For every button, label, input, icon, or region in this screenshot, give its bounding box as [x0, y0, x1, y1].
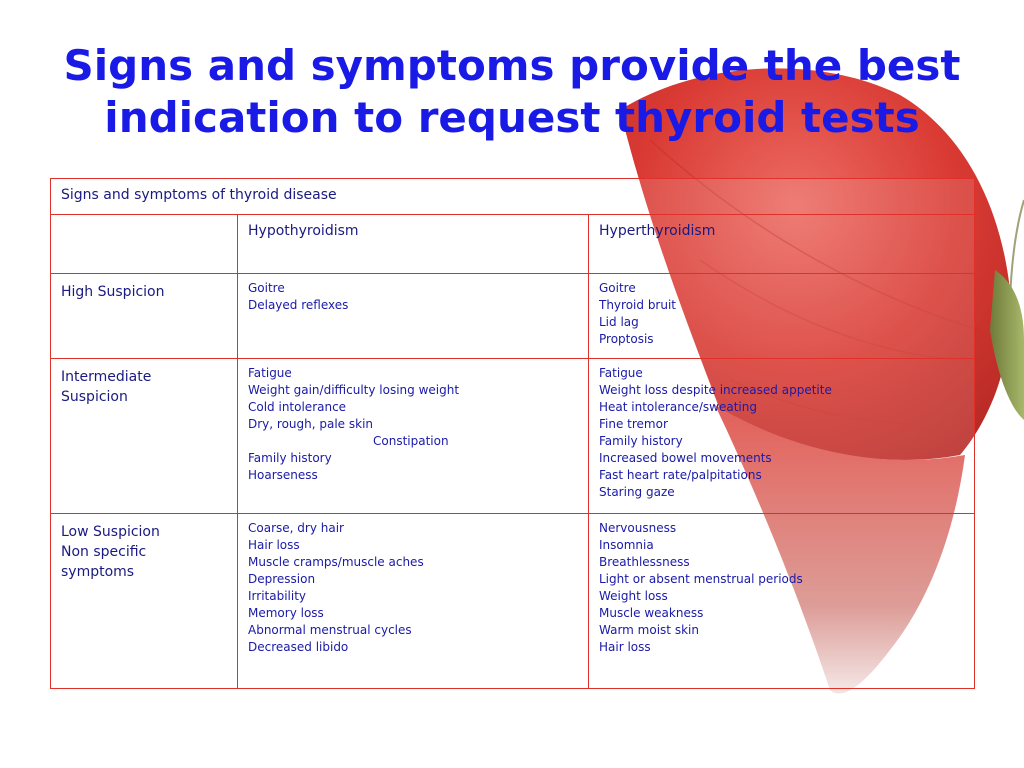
row-label-line: Intermediate — [61, 369, 152, 385]
symptom-item: Dry, rough, pale skin — [248, 417, 374, 431]
row-label-line: Non specific — [61, 544, 147, 560]
symptom-item: Goitre — [248, 281, 285, 295]
symptom-item: Insomnia — [599, 538, 654, 552]
row-label-intermediate-suspicion — [51, 359, 238, 514]
header-empty-cell — [51, 215, 238, 274]
symptom-item: Coarse, dry hair — [248, 521, 344, 535]
symptom-item: Fine tremor — [599, 417, 668, 431]
row-label-line: Low Suspicion — [61, 524, 160, 540]
symptom-item: Goitre — [599, 281, 636, 295]
symptom-item: Breathlessness — [599, 555, 690, 569]
table-caption: Signs and symptoms of thyroid disease — [51, 179, 975, 215]
symptom-item: Hoarseness — [248, 468, 318, 482]
hypothyroidism-high-list — [238, 274, 589, 359]
row-label-high-suspicion — [51, 274, 238, 359]
row-label-line: Suspicion — [61, 389, 128, 405]
symptom-item: Constipation — [373, 434, 449, 448]
symptom-item: Heat intolerance/sweating — [599, 400, 757, 414]
symptom-item: Warm moist skin — [599, 623, 699, 637]
symptom-item: Weight loss despite increased appetite — [599, 383, 832, 397]
symptom-item: Family history — [599, 434, 683, 448]
symptom-item: Cold intolerance — [248, 400, 347, 414]
header-hyperthyroidism: Hyperthyroidism — [589, 215, 975, 274]
symptom-item: Thyroid bruit — [599, 298, 677, 312]
symptoms-table-container — [50, 178, 974, 689]
symptoms-table — [50, 178, 975, 689]
symptom-item: Irritability — [248, 589, 307, 603]
symptom-item: Proptosis — [599, 332, 654, 346]
symptom-item: Staring gaze — [599, 485, 675, 499]
symptom-item: Fatigue — [248, 366, 292, 380]
symptom-item: Delayed reflexes — [248, 298, 349, 312]
hyperthyroidism-low-list — [589, 514, 975, 689]
symptom-item: Memory loss — [248, 606, 324, 620]
symptom-item: Hair loss — [599, 640, 651, 654]
symptom-item: Nervousness — [599, 521, 677, 535]
hypothyroidism-low-list — [238, 514, 589, 689]
symptom-item: Hair loss — [248, 538, 300, 552]
symptom-item: Depression — [248, 572, 316, 586]
row-label-low-suspicion — [51, 514, 238, 689]
row-label-line: High Suspicion — [61, 284, 165, 300]
table-caption-row — [51, 179, 975, 215]
hyperthyroidism-high-list — [589, 274, 975, 359]
hypothyroidism-intermediate-list — [238, 359, 589, 514]
table-row-low-suspicion — [51, 514, 975, 689]
symptom-item: Muscle cramps/muscle aches — [248, 555, 424, 569]
symptom-item: Decreased libido — [248, 640, 349, 654]
symptom-item: Weight loss — [599, 589, 668, 603]
symptom-item: Fatigue — [599, 366, 643, 380]
symptom-item: Light or absent menstrual periods — [599, 572, 803, 586]
symptom-item: Weight gain/difficulty losing weight — [248, 383, 460, 397]
table-header-row — [51, 215, 975, 274]
symptom-item: Abnormal menstrual cycles — [248, 623, 412, 637]
header-hypothyroidism: Hypothyroidism — [238, 215, 589, 274]
hyperthyroidism-intermediate-list — [589, 359, 975, 514]
symptom-item: Increased bowel movements — [599, 451, 772, 465]
table-row-high-suspicion — [51, 274, 975, 359]
symptom-item: Muscle weakness — [599, 606, 704, 620]
symptom-item: Family history — [248, 451, 332, 465]
symptom-item: Lid lag — [599, 315, 639, 329]
slide-title: Signs and symptoms provide the best indication to request thyroid tests — [63, 41, 961, 142]
row-label-line: symptoms — [61, 564, 135, 580]
table-row-intermediate-suspicion — [51, 359, 975, 514]
symptom-item: Fast heart rate/palpitations — [599, 468, 762, 482]
